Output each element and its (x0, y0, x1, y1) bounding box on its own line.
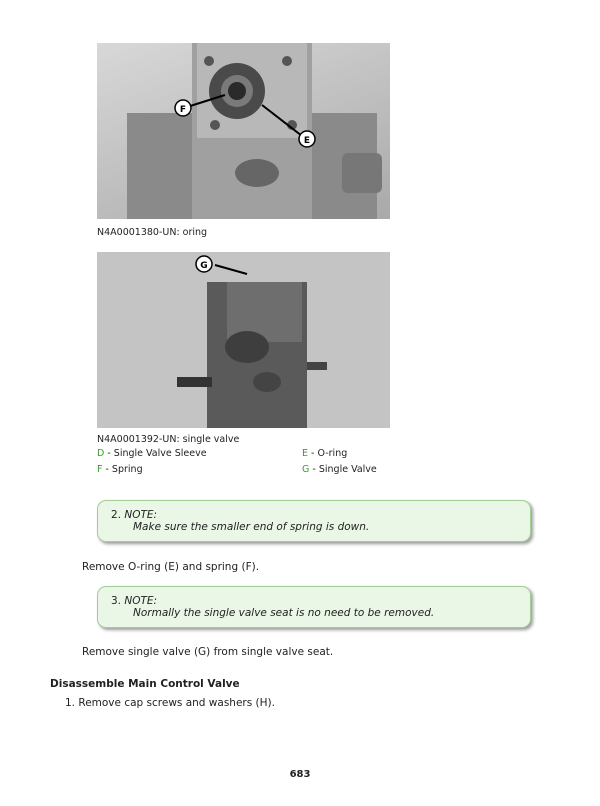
valve-photo-oring (97, 43, 390, 219)
note-text: Make sure the smaller end of spring is down. (133, 521, 370, 533)
note-text: Normally the single valve seat is no need to be removed. (133, 607, 435, 619)
instruction-text: Remove O-ring (E) and spring (F). (82, 561, 260, 573)
callout-g (196, 256, 212, 272)
legend-item-e: E - O-ring (302, 448, 348, 459)
step-item: 1. Remove cap screws and washers (H). (65, 697, 275, 709)
note-box: 3. NOTE: Normally the single valve seat is no need to be removed. (97, 586, 531, 628)
legend-item-f: F - Spring (97, 464, 143, 475)
svg-text:E: E (303, 136, 311, 146)
figure-caption: N4A0001392-UN: single valve (97, 434, 240, 445)
note-box: 2. NOTE: Make sure the smaller end of spring is down. (97, 500, 531, 542)
legend-item-g: G - Single Valve (302, 464, 377, 475)
legend-item-d: D - Single Valve Sleeve (97, 448, 207, 459)
callout-e (299, 131, 315, 147)
callout-f (175, 100, 191, 116)
svg-text:G: G (200, 261, 208, 271)
valve-photo-single-valve (97, 252, 390, 428)
instruction-text: Remove single valve (G) from single valve seat. (82, 646, 334, 658)
figure-caption: N4A0001380-UN: oring (97, 227, 208, 238)
section-heading: Disassemble Main Control Valve (50, 678, 240, 690)
svg-text:F: F (179, 105, 187, 115)
page-number: 683 (289, 769, 311, 780)
